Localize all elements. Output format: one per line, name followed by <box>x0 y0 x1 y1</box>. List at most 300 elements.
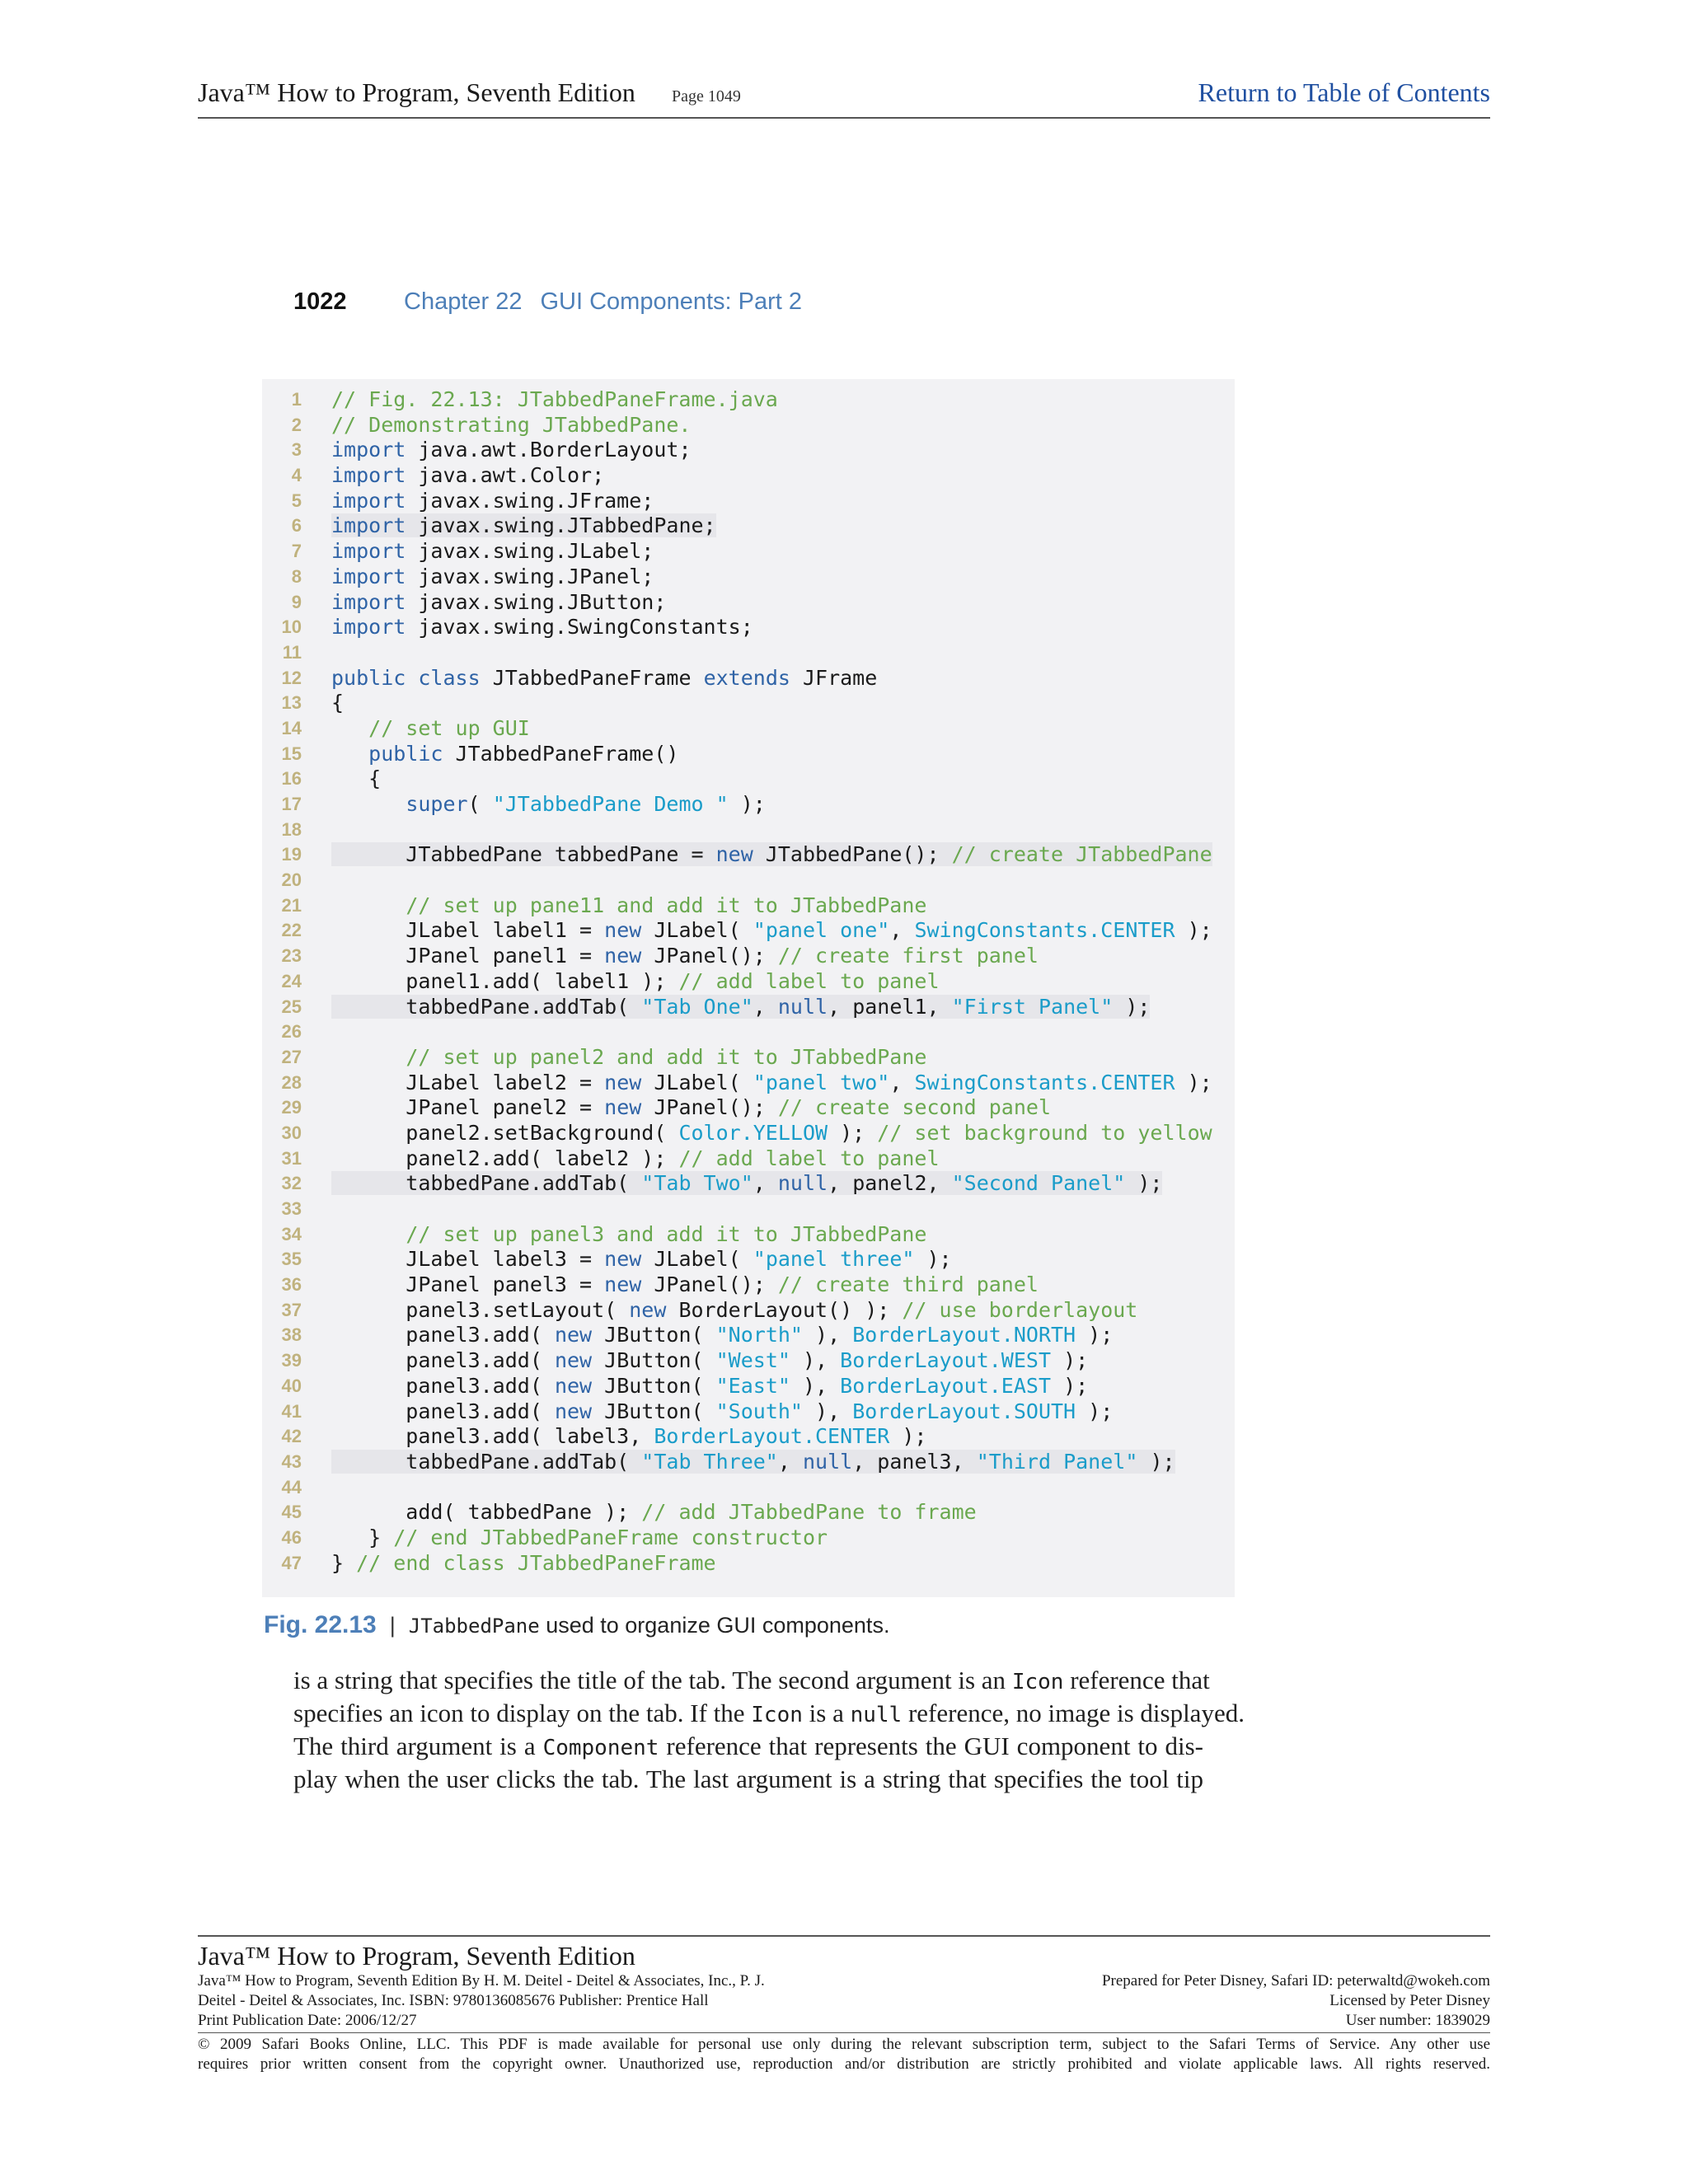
line-number: 47 <box>281 1552 302 1573</box>
code-token: ); <box>1113 994 1151 1019</box>
line-number: 9 <box>291 591 302 612</box>
code-token: ), <box>790 1348 841 1373</box>
footer-user-number: User number: 1839029 <box>1345 2012 1490 2029</box>
code-line <box>262 1551 1235 1577</box>
line-number: 6 <box>291 515 302 537</box>
code-text <box>331 1121 1212 1146</box>
code-line <box>262 716 1235 742</box>
code-text <box>331 1272 1039 1298</box>
code-token: ); <box>1175 1070 1212 1094</box>
code-token: javax.swing.JTabbedPane; <box>406 513 716 538</box>
code-token: } <box>331 1550 357 1575</box>
code-text <box>331 766 381 792</box>
code-token: import <box>331 488 406 513</box>
code-text <box>331 463 604 489</box>
line-number: 34 <box>281 1223 302 1244</box>
line-number: 33 <box>281 1198 302 1219</box>
code-token: JLabel( <box>641 1070 753 1094</box>
code-line <box>262 1171 1235 1197</box>
code-token: extends <box>703 665 790 690</box>
code-text <box>331 539 654 565</box>
code-token: ); <box>828 1120 878 1145</box>
code-token: Color.YELLOW <box>678 1120 828 1145</box>
code-token: null <box>777 1171 828 1196</box>
code-token: "Second Panel" <box>951 1171 1126 1196</box>
code-text <box>331 1399 1113 1425</box>
code-token: BorderLayout.EAST <box>840 1373 1052 1398</box>
code-token: , panel2, <box>828 1171 952 1196</box>
code-line <box>262 893 1235 919</box>
line-number: 26 <box>281 1021 302 1043</box>
code-line <box>262 387 1235 413</box>
code-text <box>331 1526 828 1551</box>
line-number: 42 <box>281 1426 302 1447</box>
code-token: ), <box>790 1373 841 1398</box>
code-token: ); <box>914 1247 952 1272</box>
line-number: 16 <box>281 768 302 790</box>
code-text <box>331 1247 952 1272</box>
code-token: // end class JTabbedPaneFrame <box>356 1550 716 1575</box>
code-line <box>262 1348 1235 1374</box>
code-line <box>262 615 1235 640</box>
line-number: 28 <box>281 1071 302 1093</box>
code-token: JPanel panel1 = <box>331 944 605 968</box>
code-token: import <box>331 438 406 462</box>
code-line <box>262 640 1235 666</box>
code-token: BorderLayout() ); <box>666 1297 903 1322</box>
line-number: 37 <box>281 1299 302 1320</box>
code-token: new <box>604 918 642 943</box>
figure-caption <box>264 1611 889 1639</box>
code-token: , panel3, <box>852 1449 977 1474</box>
footer-license: Licensed by Peter Disney <box>1329 1992 1490 2009</box>
code-token: import <box>331 564 406 588</box>
line-number: 18 <box>281 818 302 840</box>
code-token: "Tab Two" <box>641 1171 753 1196</box>
page-footer <box>198 1935 1490 2074</box>
code-token: JLabel( <box>641 918 753 943</box>
code-token <box>331 893 406 917</box>
chapter-number: Chapter 22 <box>404 288 523 315</box>
code-line <box>262 1272 1235 1298</box>
code-token: new <box>604 944 642 968</box>
code-text <box>331 590 666 616</box>
code-token: javax.swing.JLabel; <box>406 539 654 564</box>
code-line <box>262 565 1235 590</box>
line-number: 32 <box>281 1173 302 1194</box>
line-number: 36 <box>281 1274 302 1296</box>
inline-code: Icon <box>751 1703 803 1727</box>
code-token: // create first panel <box>777 944 1039 968</box>
code-token: new <box>604 1247 642 1272</box>
line-number: 3 <box>291 439 302 461</box>
line-number: 5 <box>291 490 302 511</box>
code-token: new <box>715 842 753 867</box>
code-line <box>262 1399 1235 1425</box>
code-token: JTabbedPane tabbedPane = <box>331 842 716 867</box>
code-token: JButton( <box>592 1399 716 1423</box>
code-text <box>331 1424 926 1450</box>
line-number: 17 <box>281 794 302 814</box>
code-token: // set up panel3 and add it to JTabbedPane <box>406 1221 927 1246</box>
code-line <box>262 868 1235 893</box>
code-token: public <box>368 741 443 766</box>
code-token: public class <box>331 665 481 690</box>
code-token <box>331 1045 406 1069</box>
chapter-heading <box>404 288 802 316</box>
code-line <box>262 818 1235 843</box>
code-token: JTabbedPane(); <box>753 842 952 867</box>
code-token: javax.swing.JFrame; <box>406 488 654 513</box>
code-token: javax.swing.SwingConstants; <box>406 615 753 640</box>
body-text-run: is a <box>802 1699 851 1727</box>
code-token: // create second panel <box>777 1095 1052 1120</box>
code-token: // Fig. 22.13: JTabbedPaneFrame.java <box>331 387 778 411</box>
code-token: ); <box>889 1424 927 1449</box>
code-token: // set background to yellow <box>877 1120 1212 1145</box>
code-line <box>262 1374 1235 1399</box>
code-token: ( <box>467 792 493 816</box>
code-token: tabbedPane.addTab( <box>331 994 642 1019</box>
code-token: java.awt.BorderLayout; <box>406 438 692 462</box>
footer-title: Java™ How to Program, Seventh Edition <box>198 1941 635 1971</box>
code-token: // use borderlayout <box>902 1297 1138 1322</box>
code-line <box>262 1247 1235 1272</box>
code-text <box>331 413 692 438</box>
code-token: BorderLayout.WEST <box>840 1348 1052 1373</box>
inline-code: Component <box>542 1736 659 1760</box>
footer-copyright <box>198 2032 1490 2074</box>
code-token: BorderLayout.NORTH <box>852 1323 1076 1347</box>
code-line <box>262 1475 1235 1501</box>
footer-row <box>198 1991 1490 2011</box>
footer-row <box>198 2011 1490 2031</box>
code-token: JPanel panel3 = <box>331 1272 605 1297</box>
line-number: 13 <box>281 692 302 714</box>
code-text <box>331 387 778 413</box>
line-number: 22 <box>281 920 302 941</box>
code-token: ); <box>1175 918 1212 943</box>
code-token: import <box>331 539 406 564</box>
code-token: // set up GUI <box>368 715 530 740</box>
chapter-title: GUI Components: Part 2 <box>540 288 803 315</box>
code-text <box>331 565 654 590</box>
code-token: JTabbedPaneFrame() <box>443 741 679 766</box>
code-token: new <box>604 1272 642 1297</box>
code-text <box>331 691 344 716</box>
line-number: 19 <box>281 844 302 865</box>
code-text <box>331 1298 1137 1324</box>
code-line <box>262 1424 1235 1450</box>
book-title: Java™ How to Program, Seventh Edition <box>198 77 635 107</box>
code-text <box>331 1171 1162 1197</box>
code-text <box>331 716 530 742</box>
code-token: BorderLayout.CENTER <box>654 1424 890 1449</box>
line-number: 46 <box>281 1526 302 1548</box>
code-line <box>262 1450 1235 1475</box>
code-token: JLabel label2 = <box>331 1070 605 1094</box>
code-token: add( tabbedPane ); <box>331 1500 642 1525</box>
body-text-run: reference that represents the GUI component to dis- <box>659 1732 1203 1760</box>
code-line <box>262 1071 1235 1096</box>
code-line <box>262 590 1235 616</box>
code-token: "panel three" <box>753 1247 915 1272</box>
code-token: // end JTabbedPaneFrame constructor <box>393 1525 828 1549</box>
line-number: 1 <box>291 389 302 410</box>
code-text <box>331 742 678 767</box>
code-token: ); <box>1076 1399 1114 1423</box>
code-text <box>331 615 753 640</box>
code-token: ); <box>1137 1449 1175 1474</box>
footer-publication-date: Print Publication Date: 2006/12/27 <box>198 2012 417 2029</box>
code-token: SwingConstants.CENTER <box>914 1070 1175 1094</box>
code-token: } <box>331 1525 394 1549</box>
code-token: java.awt.Color; <box>406 463 605 488</box>
code-line <box>262 1045 1235 1071</box>
line-number: 35 <box>281 1249 302 1270</box>
code-line <box>262 918 1235 944</box>
code-token: javax.swing.JButton; <box>406 589 667 614</box>
footer-authors: Java™ How to Program, Seventh Edition By H. M. Deitel - Deitel & Associates, Inc., P. J. <box>198 1972 765 1990</box>
code-token: "panel one" <box>753 918 890 943</box>
code-token: JButton( <box>592 1373 716 1398</box>
code-lines <box>262 387 1235 1576</box>
code-text <box>331 918 1212 944</box>
code-token: import <box>331 463 406 488</box>
code-token: // Demonstrating JTabbedPane. <box>331 412 692 437</box>
footer-prepared-for: Prepared for Peter Disney, Safari ID: peterwaltd@wokeh.com <box>1101 1972 1490 1990</box>
code-token: import <box>331 615 406 640</box>
page-indicator: Page 1049 <box>672 87 741 105</box>
code-line <box>262 539 1235 565</box>
code-text <box>331 1222 926 1248</box>
line-number: 23 <box>281 945 302 967</box>
code-token: JPanel panel2 = <box>331 1095 605 1120</box>
caption-text: used to organize GUI components. <box>539 1613 890 1638</box>
code-token: panel1.add( label1 ); <box>331 968 679 993</box>
code-token <box>331 1222 406 1246</box>
body-text-run: specifies an icon to display on the tab. If the <box>293 1699 752 1727</box>
code-text <box>331 1045 926 1071</box>
line-number: 7 <box>291 541 302 562</box>
code-text <box>331 1071 1212 1096</box>
code-token: "West" <box>715 1348 790 1373</box>
code-line <box>262 1019 1235 1045</box>
footer-row <box>198 1971 1490 1991</box>
body-text-run: play when the user clicks the tab. The last argument is a string that specifies the tool tip <box>293 1765 1203 1793</box>
code-token: , <box>753 1171 778 1196</box>
body-line <box>293 1731 1203 1764</box>
code-token: JPanel(); <box>641 1272 778 1297</box>
code-token: null <box>777 994 828 1019</box>
code-text <box>331 1348 1088 1374</box>
code-token: panel3.add( label3, <box>331 1424 654 1449</box>
code-token: ); <box>1076 1323 1114 1347</box>
body-line <box>293 1764 1203 1794</box>
code-token: JButton( <box>592 1323 716 1347</box>
code-token: JPanel(); <box>641 1095 778 1120</box>
code-line <box>262 1500 1235 1526</box>
code-token: { <box>331 691 345 715</box>
body-paragraph <box>293 1665 1245 1794</box>
code-token: , panel1, <box>828 994 952 1019</box>
code-line <box>262 1222 1235 1248</box>
footer-isbn: Deitel - Deitel & Associates, Inc. ISBN: 9780136085676 Publisher: Prentice Hall <box>198 1992 709 2009</box>
code-token: , <box>889 918 915 943</box>
code-line <box>262 413 1235 438</box>
code-token: // add JTabbedPane to frame <box>641 1500 977 1525</box>
line-number: 4 <box>291 465 302 486</box>
code-token: JLabel( <box>641 1247 753 1272</box>
code-line <box>262 463 1235 489</box>
code-token: JButton( <box>592 1348 716 1373</box>
code-token: ), <box>802 1323 853 1347</box>
code-line <box>262 1197 1235 1222</box>
code-token: import <box>331 513 406 538</box>
code-line <box>262 1323 1235 1348</box>
toc-link[interactable]: Return to Table of Contents <box>1198 77 1490 107</box>
code-text <box>331 995 1150 1020</box>
code-token: JTabbedPaneFrame <box>480 665 704 690</box>
code-line <box>262 691 1235 716</box>
line-number: 43 <box>281 1451 302 1472</box>
line-number: 25 <box>281 996 302 1017</box>
line-number: 41 <box>281 1400 302 1422</box>
code-token: ); <box>1125 1171 1163 1196</box>
code-text <box>331 969 940 995</box>
line-number: 12 <box>281 667 302 688</box>
code-text <box>331 1374 1088 1399</box>
body-text-run: The third argument is a <box>293 1732 543 1760</box>
code-token: JLabel label3 = <box>331 1247 605 1272</box>
line-number: 24 <box>281 970 302 991</box>
code-token <box>331 716 368 740</box>
line-number: 20 <box>281 869 302 891</box>
line-number: 31 <box>281 1147 302 1169</box>
code-line <box>262 1298 1235 1324</box>
code-line <box>262 944 1235 969</box>
code-token: "East" <box>715 1373 790 1398</box>
code-token: JFrame <box>790 665 878 690</box>
code-line <box>262 513 1235 539</box>
code-token: , <box>889 1070 915 1094</box>
code-token: ); <box>728 792 766 816</box>
line-number: 15 <box>281 743 302 764</box>
code-token: panel3.add( <box>331 1373 555 1398</box>
code-token: JLabel label1 = <box>331 918 605 943</box>
body-text-run: reference that <box>1063 1666 1210 1694</box>
code-token: new <box>554 1373 593 1398</box>
line-number: 38 <box>281 1324 302 1346</box>
code-token: panel2.setBackground( <box>331 1120 679 1145</box>
code-line <box>262 766 1235 792</box>
code-text <box>331 666 877 691</box>
caption-code: JTabbedPane <box>408 1615 540 1638</box>
code-token: javax.swing.JPanel; <box>406 564 654 588</box>
body-text-run: is a string that specifies the title of the tab. The second argument is an <box>293 1666 1012 1694</box>
code-token: null <box>802 1449 853 1474</box>
code-token: new <box>604 1095 642 1120</box>
line-number: 21 <box>281 894 302 916</box>
code-text <box>331 792 766 818</box>
code-text <box>331 1146 940 1172</box>
code-text <box>331 489 654 514</box>
code-token: "JTabbedPane Demo " <box>492 792 729 816</box>
code-line <box>262 842 1235 868</box>
code-line <box>262 995 1235 1020</box>
line-number: 27 <box>281 1046 302 1067</box>
code-token <box>331 792 406 816</box>
code-listing <box>262 379 1235 1597</box>
code-token: tabbedPane.addTab( <box>331 1171 642 1196</box>
code-text <box>331 1500 977 1526</box>
code-line <box>262 742 1235 767</box>
code-token: BorderLayout.SOUTH <box>852 1399 1076 1423</box>
code-line <box>262 969 1235 995</box>
code-token: { <box>331 766 382 791</box>
code-token: // add label to panel <box>678 968 940 993</box>
body-text-run: reference, no image is displayed. <box>902 1699 1245 1727</box>
code-text <box>331 1551 716 1577</box>
code-line <box>262 666 1235 691</box>
code-token: "First Panel" <box>951 994 1114 1019</box>
code-line <box>262 1095 1235 1121</box>
line-number: 11 <box>282 641 302 663</box>
code-text <box>331 1095 1051 1121</box>
code-text <box>331 513 716 539</box>
code-text <box>331 1323 1113 1348</box>
line-number: 39 <box>281 1350 302 1371</box>
code-token: ), <box>802 1399 853 1423</box>
body-line <box>293 1698 1245 1731</box>
inline-code: Icon <box>1011 1670 1064 1694</box>
copyright-line: requires prior written consent from the copyright owner. Unauthorized use, reproduction and/or distribution are strictly prohibited and violate applicable laws. All rights reserved. <box>198 2055 1490 2073</box>
figure-label: Fig. 22.13 <box>264 1611 377 1638</box>
inline-code: null <box>850 1703 903 1727</box>
code-token <box>331 742 368 766</box>
code-token: new <box>554 1399 593 1423</box>
body-line <box>293 1665 1210 1698</box>
code-token: , <box>777 1449 803 1474</box>
page-header <box>198 76 1490 119</box>
caption-separator: | <box>389 1613 396 1638</box>
code-token: new <box>604 1070 642 1094</box>
code-token: // set up pane11 and add it to JTabbedPane <box>406 893 927 917</box>
code-token: import <box>331 589 406 614</box>
code-line <box>262 1146 1235 1172</box>
code-token: new <box>554 1348 593 1373</box>
printed-page-number: 1022 <box>293 288 347 315</box>
code-token: JPanel(); <box>641 944 778 968</box>
code-token: SwingConstants.CENTER <box>914 918 1175 943</box>
line-number: 30 <box>281 1122 302 1143</box>
code-token: "South" <box>715 1399 803 1423</box>
code-token: super <box>406 792 468 816</box>
line-number: 8 <box>291 565 302 587</box>
code-text <box>331 1450 1175 1475</box>
code-text <box>331 438 692 463</box>
code-token: // create JTabbedPane <box>951 842 1212 867</box>
code-token: "Third Panel" <box>976 1449 1138 1474</box>
code-token: "North" <box>715 1323 803 1347</box>
line-number: 45 <box>281 1502 302 1523</box>
copyright-line: © 2009 Safari Books Online, LLC. This PDF is made available for personal use only during the relevant subscription term, subject to the Safari Terms of Service. Any other use <box>198 2036 1490 2053</box>
code-token: new <box>629 1297 667 1322</box>
code-token: panel2.add( label2 ); <box>331 1146 679 1170</box>
line-number: 44 <box>281 1476 302 1497</box>
code-text <box>331 944 1039 969</box>
code-token: , <box>753 994 778 1019</box>
